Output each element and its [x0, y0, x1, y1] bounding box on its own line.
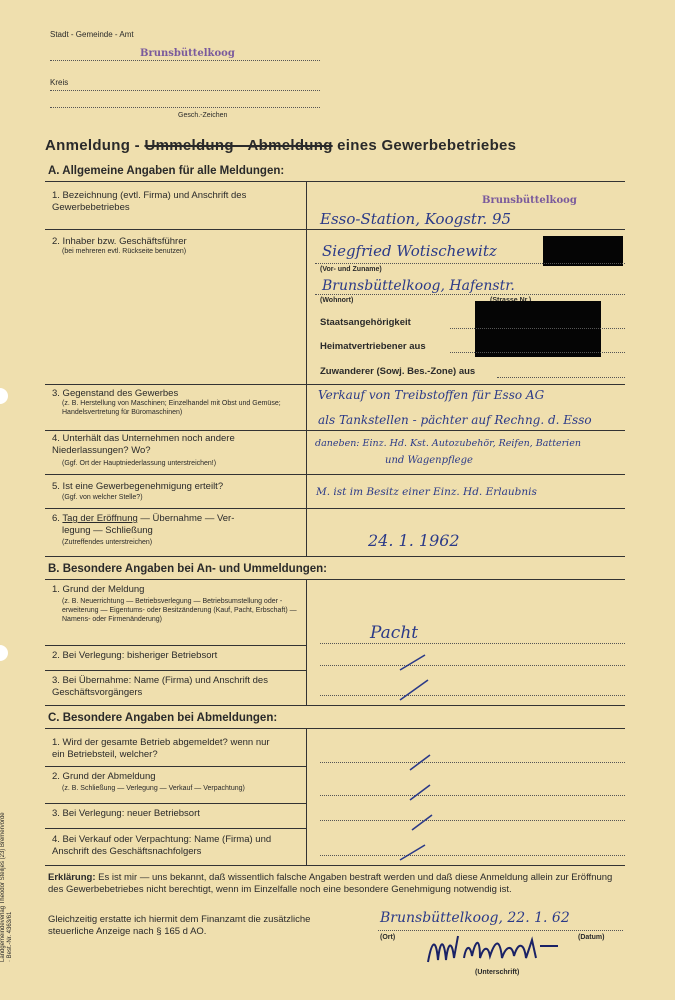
c-q2-note: (z. B. Schließung — Verlegung — Verkauf — Verpachtung) — [62, 785, 245, 792]
section-c-heading: C. Besondere Angaben bei Abmeldungen: — [48, 712, 278, 724]
a-q6-note: (Zutreffendes unterstreichen) — [62, 539, 153, 546]
a-zuwanderer-line — [497, 377, 625, 378]
b-q3: 3. Bei Übernahme: Name (Firma) und Anschrift des Geschäftsvorgängers — [52, 675, 268, 698]
erklaerung-block — [48, 872, 623, 896]
a-q6 — [52, 513, 302, 525]
redaction-1 — [543, 236, 623, 266]
side-print: Landgemeindeverlag Theodor Steiljes (23) Bremervörde · Best.-Nr. 4363/61 — [0, 812, 13, 962]
punch-hole-top — [0, 388, 8, 404]
b-answer-3-line — [320, 695, 625, 696]
b-answer-1-line — [320, 643, 625, 644]
section-b-heading: B. Besondere Angaben bei An- und Ummeldungen: — [48, 563, 327, 575]
signature — [420, 928, 580, 972]
erklaerung-text: Es ist mir — uns bekannt, daß wissentlich falsche Angaben bestraft werden und daß diese Anmeldung allein zur Eröffnung des Gewerbebetriebes nicht berechtigt, wenn im Einzelfalle noch eine besondere Genehmigung notwendig ist. — [48, 872, 613, 895]
a-q6-number: 6. — [52, 513, 60, 524]
b-rule-1 — [45, 645, 307, 646]
kreis-line — [50, 90, 320, 91]
a-rule-3 — [45, 430, 625, 431]
section-b-rule — [45, 579, 625, 580]
section-a-heading: A. Allgemeine Angaben für alle Meldungen: — [48, 165, 285, 177]
a-label-staat: Staatsangehörigkeit — [320, 317, 411, 328]
aktenzeichen-line — [50, 107, 320, 108]
c-q4: 4. Bei Verkauf oder Verpachtung: Name (Firma) und Anschrift des Geschäftsnachfolgers — [52, 834, 272, 857]
punch-hole-bottom — [0, 645, 8, 661]
title-anmeldung: Anmeldung - — [45, 137, 140, 154]
b-q1: 1. Grund der Meldung — [52, 584, 145, 595]
c-rule-1 — [45, 766, 307, 767]
c-q2: 2. Grund der Abmeldung — [52, 771, 156, 782]
a-address-line — [315, 294, 625, 295]
a-answer-address: Brunsbüttelkoog, Hafenstr. — [322, 278, 515, 294]
a-staat-line — [450, 328, 625, 329]
a-answer-1: Esso-Station, Koogstr. 95 — [320, 210, 512, 228]
a-rule-5 — [45, 508, 625, 509]
section-b-divider — [306, 579, 307, 705]
a-label-name: (Vor- und Zuname) — [320, 266, 382, 273]
a-rule-1 — [45, 229, 625, 230]
section-a-rule — [45, 181, 625, 182]
a-q2-note: (bei mehreren evtl. Rückseite benutzen) — [62, 248, 187, 255]
a-label-wohnort: (Wohnort) — [320, 297, 354, 304]
a-answer-3-line-3: daneben: Einz. Hd. Kst. Autozubehör, Reifen, Batterien — [315, 438, 581, 449]
c-q3: 3. Bei Verlegung: neuer Betriebsort — [52, 808, 200, 819]
a-q5: 5. Ist eine Gewerbegenehmigung erteilt? — [52, 481, 224, 492]
title-struck: Ummeldung - Abmeldung — [144, 137, 333, 154]
a-answer-3-line-2: als Tankstellen - pächter auf Rechng. d. Esso — [318, 413, 592, 427]
b-q1-note: (z. B. Neuerrichtung — Betriebsverlegung — Betriebsumstellung oder -erweiterung — Eigentums- oder Besitzänderung (Kauf, Pacht, Erbschaft) — Namens- oder Firmenänderung) — [62, 598, 297, 623]
a-answer-name: Siegfried Wotischewitz — [322, 242, 497, 260]
c-answer-1-line — [320, 762, 625, 763]
a-answer-6: 24. 1. 1962 — [368, 531, 460, 550]
label-unterschrift: (Unterschrift) — [475, 969, 520, 976]
finanzamt-note: Gleichzeitig erstatte ich hiermit dem Finanzamt die zusätzliche steuerliche Anzeige nach § 165 d AO. — [48, 914, 311, 937]
b-rule-2 — [45, 670, 307, 671]
authority-line — [50, 60, 320, 61]
a-q4: 4. Unterhält das Unternehmen noch andere Niederlassungen? Wo? — [52, 433, 235, 456]
redaction-2 — [475, 301, 601, 357]
section-c-divider — [306, 728, 307, 865]
a-answer-5: M. ist im Besitz einer Einz. Hd. Erlaubnis — [316, 486, 537, 498]
place-date-handwritten: Brunsbüttelkoog, 22. 1. 62 — [380, 910, 570, 926]
authority-label: Stadt - Gemeinde - Amt — [50, 30, 134, 39]
a-label-zuwanderer: Zuwanderer (Sowj. Bes.-Zone) aus — [320, 366, 476, 377]
a-label-vertrieben: Heimatvertriebener aus — [320, 341, 426, 352]
section-c-rule — [45, 728, 625, 729]
a-q6-options: — Übernahme — Ver- — [140, 513, 235, 524]
a-vertrieben-line — [450, 352, 625, 353]
a-name-line — [315, 263, 625, 264]
c-answer-2-line — [320, 795, 625, 796]
label-datum: (Datum) — [578, 934, 605, 941]
a-q1: 1. Bezeichnung (evtl. Firma) und Anschrift des Gewerbebetriebes — [52, 190, 247, 213]
page-title — [45, 137, 516, 154]
a-stamp-right: Brunsbüttelkoog — [482, 195, 577, 206]
b-rule-3 — [45, 705, 625, 706]
kreis-label: Kreis — [50, 78, 69, 87]
a-q4-note: (Ggf. Ort der Hauptniederlassung unterstreichen!) — [62, 460, 217, 467]
a-q6-eroeffnung: Tag der Eröffnung — [62, 513, 138, 524]
b-answer-1: Pacht — [370, 623, 419, 643]
c-answer-4-line — [320, 855, 625, 856]
a-q3: 3. Gegenstand des Gewerbes — [52, 388, 179, 399]
label-ort: (Ort) — [380, 934, 396, 941]
a-rule-2 — [45, 384, 625, 385]
a-answer-3-line-1: Verkauf von Treibstoffen für Esso AG — [318, 388, 545, 402]
c-rule-4 — [45, 865, 625, 866]
authority-stamp: Brunsbüttelkoog — [140, 48, 235, 59]
c-q1: 1. Wird der gesamte Betrieb abgemeldet? wenn nur ein Betriebsteil, welcher? — [52, 737, 270, 760]
a-q5-note: (Ggf. von welcher Stelle?) — [62, 494, 143, 501]
a-q2: 2. Inhaber bzw. Geschäftsführer — [52, 236, 187, 247]
aktenzeichen-label: Gesch.-Zeichen — [178, 112, 228, 119]
a-answer-3-line-4: und Wagenpflege — [385, 455, 473, 466]
a-rule-4 — [45, 474, 625, 475]
c-rule-3 — [45, 828, 307, 829]
a-q6-line-2: legung — Schließung — [62, 525, 153, 536]
section-a-divider — [306, 181, 307, 557]
title-rest: eines Gewerbebetriebes — [337, 137, 517, 154]
a-rule-6 — [45, 556, 625, 557]
b-answer-2-line — [320, 665, 625, 666]
c-answer-3-line — [320, 820, 625, 821]
a-q3-note: (z. B. Herstellung von Maschinen; Einzelhandel mit Obst und Gemüse; Handelsvertretung für Büromaschinen) — [62, 400, 281, 416]
c-rule-2 — [45, 803, 307, 804]
b-q2: 2. Bei Verlegung: bisheriger Betriebsort — [52, 650, 218, 661]
erklaerung-label: Erklärung: — [48, 872, 96, 883]
